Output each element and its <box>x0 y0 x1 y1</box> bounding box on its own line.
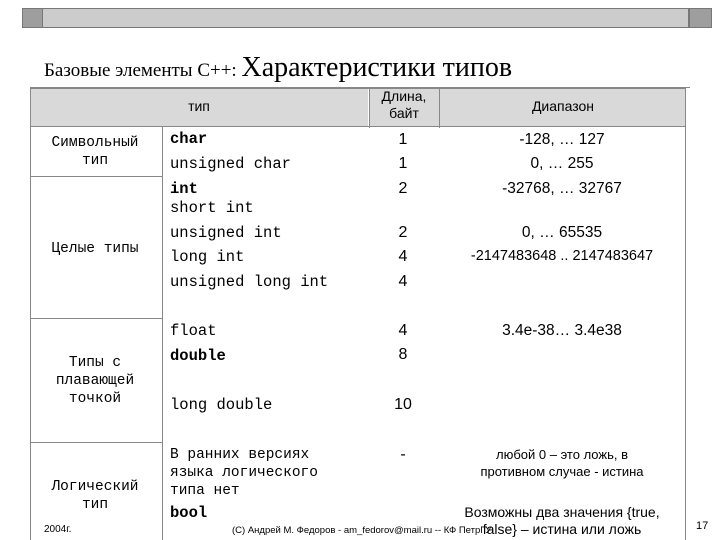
length-float: 4 <box>398 322 408 339</box>
length-long-int: 4 <box>398 248 408 265</box>
category-bool-line1: Логический <box>51 479 139 495</box>
range-float: 3.4e-38… 3.4e38 <box>502 322 622 339</box>
bool-type-note-line3: типа нет <box>170 483 240 499</box>
range-bool-line1: Возможны два значения {true, <box>464 504 660 520</box>
length-long-double: 10 <box>394 396 412 413</box>
length-double: 8 <box>398 346 408 363</box>
category-char-line2: тип <box>81 153 109 169</box>
bool-type-note-line1: В ранних версиях <box>170 447 310 463</box>
type-name-long-double: long double <box>170 396 273 414</box>
category-int <box>30 240 160 258</box>
length-char: 1 <box>398 131 408 148</box>
category-separator-2 <box>30 318 162 319</box>
length-int: 2 <box>398 180 408 197</box>
range-bool-note-line1: любой 0 – это ложь, в <box>496 447 628 462</box>
category-separator-1 <box>30 176 162 177</box>
range-bool-note <box>440 446 684 480</box>
type-name-bool: bool <box>170 504 208 522</box>
range-bool-note-line2: противном случае - истина <box>480 464 644 479</box>
length-unsigned-char: 1 <box>398 155 408 172</box>
bool-type-note <box>170 446 318 500</box>
range-long-int: -2147483648 .. 2147483647 <box>470 248 654 264</box>
slide-title <box>44 52 512 84</box>
header-range-label: Диапазон <box>531 98 595 114</box>
type-name-char: char <box>170 130 208 148</box>
type-name-unsigned-char: unsigned char <box>170 155 291 173</box>
header-type-label: тип <box>188 98 210 114</box>
range-char: -128, … 127 <box>519 131 605 148</box>
category-char-line1: Символьный <box>51 135 139 151</box>
category-float-line3: точкой <box>68 391 122 407</box>
category-separator-3 <box>30 442 162 443</box>
category-int-line: Целые типы <box>51 241 139 257</box>
type-name-unsigned-long-int: unsigned long int <box>170 273 329 291</box>
footer-page-number: 17 <box>696 520 709 532</box>
header-length-label <box>369 88 439 122</box>
length-unsigned-int: 2 <box>398 224 408 241</box>
category-char <box>30 134 160 170</box>
top-decorative-bar <box>22 8 712 28</box>
category-float-line1: Типы с <box>68 355 122 371</box>
bool-type-note-line2: языка логического <box>170 465 318 481</box>
range-bool-line2: false} – истина или ложь <box>482 521 642 537</box>
footer-year: 2004г. <box>44 524 72 535</box>
table-right-border <box>685 88 686 540</box>
type-name-double: double <box>170 347 226 365</box>
length-unsigned-long-int: 4 <box>398 273 408 290</box>
header-bottom-border <box>30 126 686 127</box>
top-bar-middle-block <box>43 9 689 27</box>
type-name-unsigned-int: unsigned int <box>170 224 282 242</box>
slide-title-prefix: Базовые элементы C++: <box>44 60 242 81</box>
category-column-divider <box>162 126 163 540</box>
type-name-long-int: long int <box>170 248 245 266</box>
range-unsigned-int: 0, … 65535 <box>521 224 603 241</box>
top-bar-right-block <box>689 9 711 27</box>
footer-credit: (С) Андрей М. Федоров - am_fedorov@mail.ru -- КФ ПетрГУ <box>232 525 492 536</box>
header-length-line1: Длина, <box>381 88 427 104</box>
category-bool <box>30 478 160 514</box>
length-bool-note: - <box>400 446 406 463</box>
header-length-line2: байт <box>389 105 419 121</box>
type-name-int: int <box>170 180 198 198</box>
category-float <box>30 354 160 408</box>
slide-title-main: Характеристики типов <box>241 52 513 83</box>
type-name-short-int: short int <box>170 199 254 217</box>
category-float-line2: плавающей <box>55 373 135 389</box>
type-name-float: float <box>170 322 217 340</box>
category-bool-line2: тип <box>81 497 109 513</box>
top-bar-left-block <box>23 9 43 27</box>
range-unsigned-char: 0, … 255 <box>530 155 594 172</box>
table-top-border <box>30 88 686 89</box>
range-int: -32768, … 32767 <box>502 180 622 197</box>
